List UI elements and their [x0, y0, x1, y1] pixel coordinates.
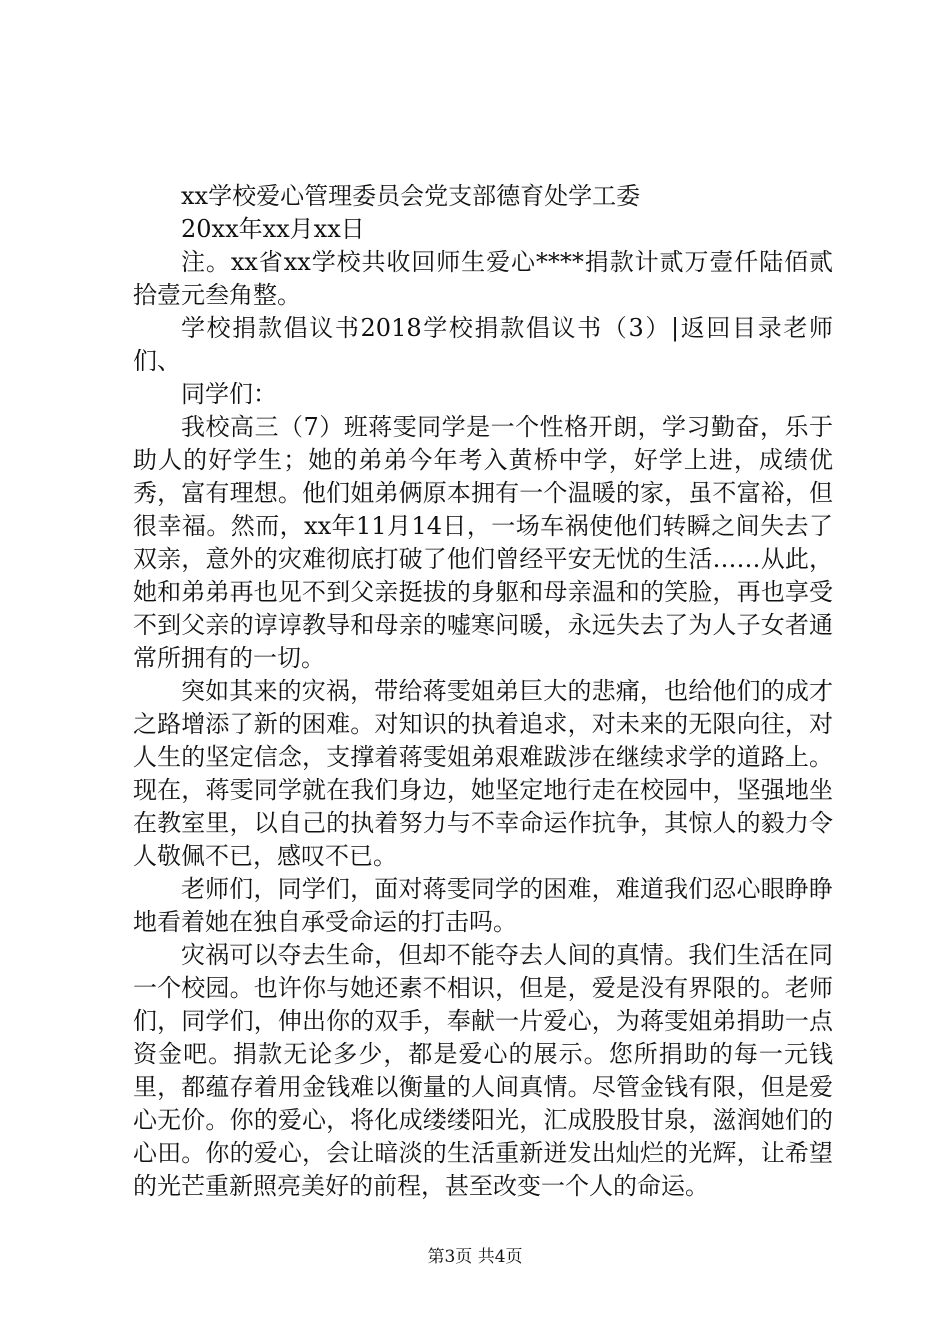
signature-date: 20xx年xx月xx日 — [181, 215, 365, 243]
body-paragraph: 突如其来的灾祸，带给蒋雯姐弟巨大的悲痛，也给他们的成才之路增添了新的困难。对知识的执着追求，对未来的无限向往，对人生的坚定信念，支撑着蒋雯姐弟艰难跋涉在继续求学的道路上。现在，蒋雯同学就在我们身边，她坚定地行走在校园中，坚强地坐在教室里，以自己的执着努力与不幸命运作抗争，其惊人的毅力令人敬佩不已，感叹不已。 — [133, 677, 833, 870]
document-body — [133, 180, 833, 1203]
salutation: 同学们： — [181, 380, 277, 408]
note-paragraph: 注。xx省xx学校共收回师生爱心****捐款计贰万壹仟陆佰贰拾壹元叁角整。 — [133, 248, 833, 309]
signature-organization: xx学校爱心管理委员会党支部德育处学工委 — [181, 182, 641, 210]
section-heading: 学校捐款倡议书2018学校捐款倡议书（3）|返回目录老师们、 — [133, 314, 833, 375]
body-paragraph: 老师们，同学们，面对蒋雯同学的困难，难道我们忍心眼睁睁地看着她在独自承受命运的打击吗。 — [133, 875, 833, 936]
body-paragraph: 灾祸可以夺去生命，但却不能夺去人间的真情。我们生活在同一个校园。也许你与她还素不相识，但是，爱是没有界限的。老师们，同学们，伸出你的双手，奉献一片爱心，为蒋雯姐弟捐助一点资金吧。捐款无论多少，都是爱心的展示。您所捐助的每一元钱里，都蕴存着用金钱难以衡量的人间真情。尽管金钱有限，但是爱心无价。你的爱心，将化成缕缕阳光，汇成股股甘泉，滋润她们的心田。你的爱心，会让暗淡的生活重新迸发出灿烂的光辉，让希望的光芒重新照亮美好的前程，甚至改变一个人的命运。 — [133, 941, 833, 1200]
body-paragraph: 我校高三（7）班蒋雯同学是一个性格开朗，学习勤奋，乐于助人的好学生；她的弟弟今年考入黄桥中学，好学上进，成绩优秀，富有理想。他们姐弟俩原本拥有一个温暖的家，虽不富裕，但很幸福。然而，xx年11月14日，一场车祸使他们转瞬之间失去了双亲，意外的灾难彻底打破了他们曾经平安无忧的生活……从此，她和弟弟再也见不到父亲挺拔的身躯和母亲温和的笑脸，再也享受不到父亲的谆谆教导和母亲的嘘寒问暖，永远失去了为人子女者通常所拥有的一切。 — [133, 413, 833, 672]
page-footer: 第3页 共4页 — [427, 1247, 523, 1267]
